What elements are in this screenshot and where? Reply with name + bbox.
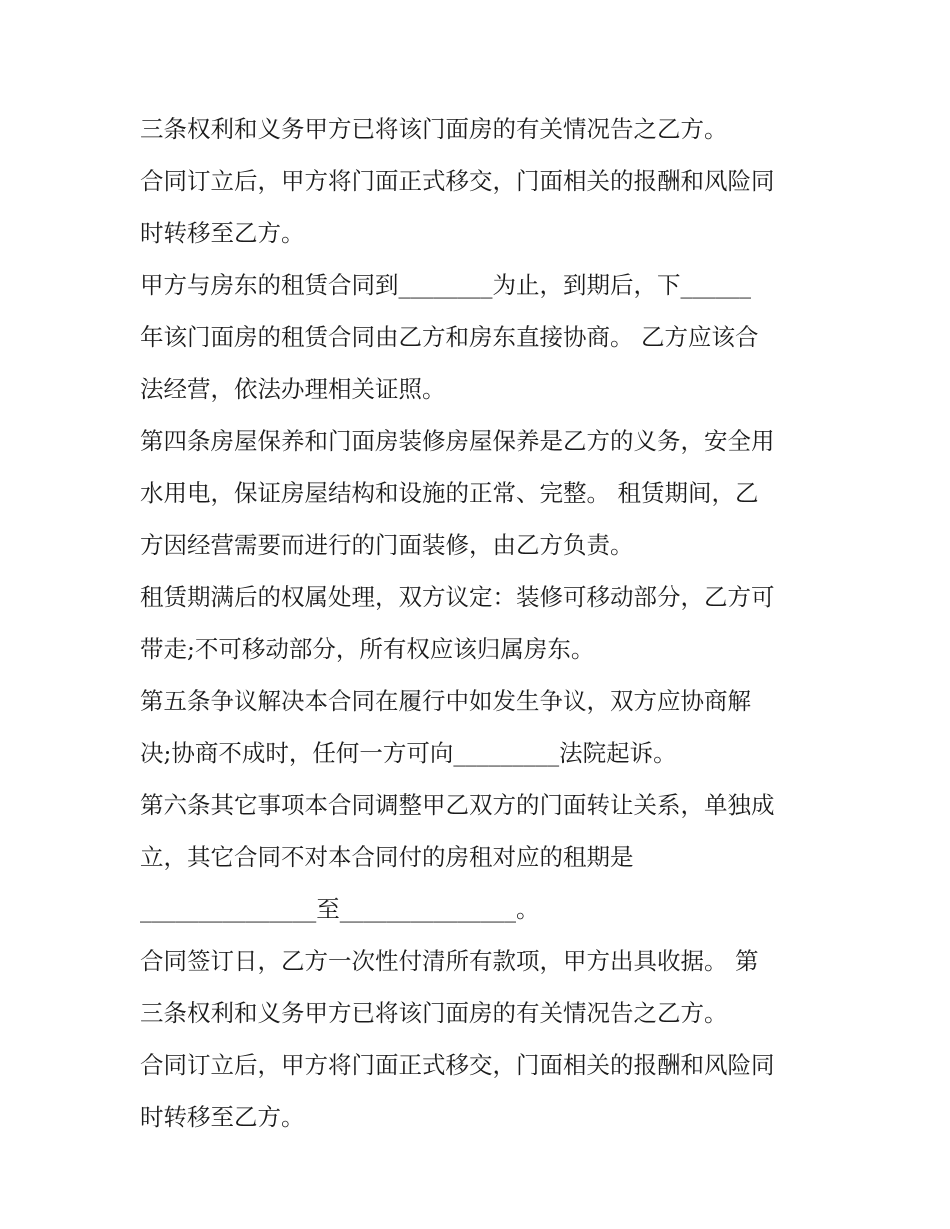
text-line-17: 合同签订日，乙方一次性付清所有款项，甲方出具收据。 第	[140, 947, 759, 975]
text-line-1: 三条权利和义务甲方已将该门面房的有关情况告之乙方。	[140, 115, 728, 143]
text-line-9: 方因经营需要而进行的门面装修，由乙方负责。	[140, 531, 634, 559]
text-line-20: 时转移至乙方。	[140, 1103, 305, 1131]
text-line-11: 带走;不可移动部分，所有权应该归属房东。	[140, 635, 595, 663]
text-line-4: 甲方与房东的租赁合同到________为止，到期后，下______	[140, 271, 751, 299]
text-line-8: 水用电，保证房屋结构和设施的正常、完整。 租赁期间，乙	[140, 479, 759, 507]
text-line-18: 三条权利和义务甲方已将该门面房的有关情况告之乙方。	[140, 999, 728, 1027]
text-line-6: 法经营，依法办理相关证照。	[140, 375, 446, 403]
text-line-16: _______________至_______________。	[140, 895, 540, 923]
text-line-2: 合同订立后，甲方将门面正式移交，门面相关的报酬和风险同	[140, 167, 775, 195]
text-line-12: 第五条争议解决本合同在履行中如发生争议，双方应协商解	[140, 687, 751, 715]
text-line-13: 决;协商不成时，任何一方可向_________法院起诉。	[140, 739, 677, 767]
text-line-5: 年该门面房的租赁合同由乙方和房东直接协商。 乙方应该合	[140, 323, 759, 351]
text-line-19: 合同订立后，甲方将门面正式移交，门面相关的报酬和风险同	[140, 1051, 775, 1079]
text-line-10: 租赁期满后的权属处理，双方议定：装修可移动部分，乙方可	[140, 583, 775, 611]
text-line-7: 第四条房屋保养和门面房装修房屋保养是乙方的义务，安全用	[140, 427, 775, 455]
text-line-15: 立，其它合同不对本合同付的房租对应的租期是	[140, 843, 634, 871]
document-body	[140, 103, 830, 1143]
text-line-14: 第六条其它事项本合同调整甲乙双方的门面转让关系，单独成	[140, 791, 775, 819]
text-line-3: 时转移至乙方。	[140, 219, 305, 247]
